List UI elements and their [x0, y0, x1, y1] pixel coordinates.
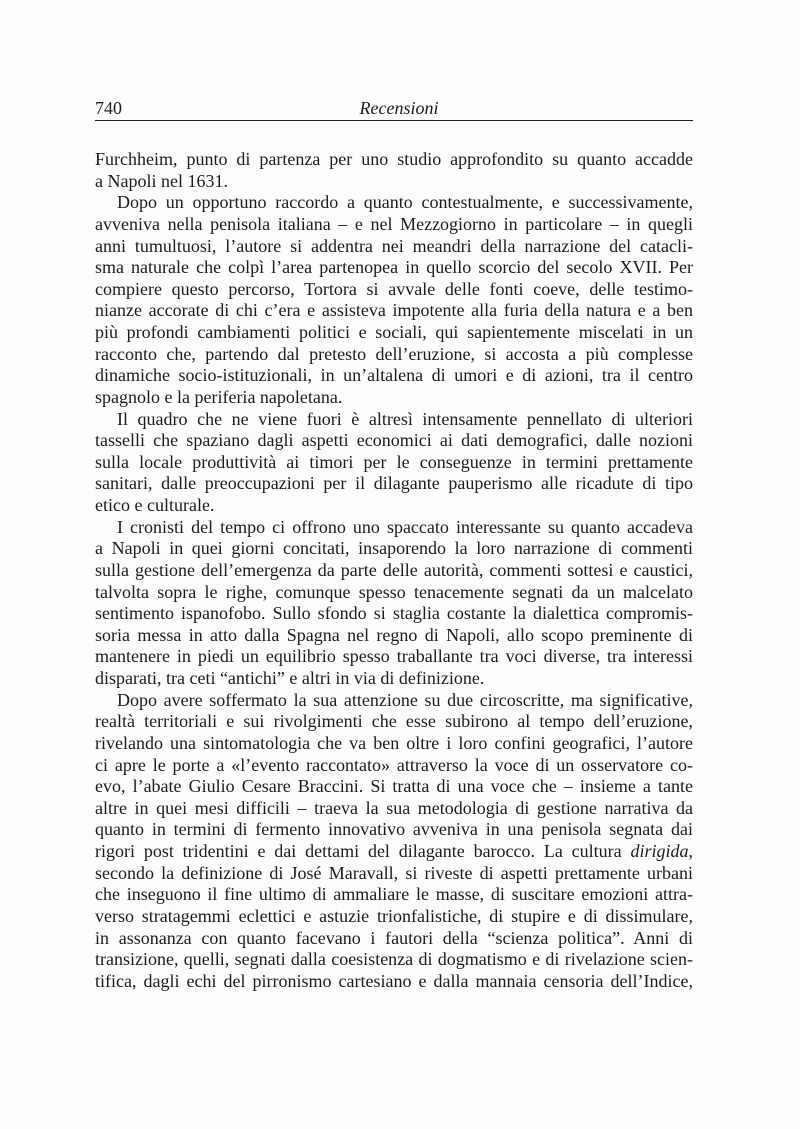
text-line: [95, 300, 693, 322]
line-text: verso stratagemmi eclettici e astuzie trionfalistiche, di stupire e di dissimulare,: [95, 905, 693, 926]
text-line: [95, 279, 693, 301]
line-text: sentimento ispanofobo. Sullo sfondo si staglia costante la dialettica compromis-: [95, 603, 693, 624]
text-segment: rigori post tridentini e dai dettami del dilagante barocco. La cultura: [95, 841, 631, 861]
line-text: nianze accorate di chi c’era e assisteva impotente alla furia della natura e a ben: [95, 300, 693, 321]
paragraph: [95, 409, 693, 517]
line-text: compiere questo percorso, Tortora si avvale delle fonti coeve, delle testimo-: [95, 278, 693, 299]
header-rule: [95, 120, 693, 121]
line-text: secondo la definizione di José Maravall, si riveste di aspetti prettamente urbani: [95, 862, 693, 883]
line-text: transizione, quelli, segnati dalla coesistenza di dogmatismo e di rivelazione scien-: [95, 949, 693, 970]
text-line: [95, 171, 693, 193]
text-line: [95, 776, 693, 798]
text-line: [95, 646, 693, 668]
text-line: [95, 841, 693, 863]
text-line: [95, 430, 693, 452]
line-text: Furchheim, punto di partenza per uno studio approfondito su quanto accadde: [95, 149, 693, 169]
text-line: [95, 711, 693, 733]
text-line: [95, 236, 693, 258]
line-text: etico e culturale.: [95, 495, 215, 515]
text-line: [95, 473, 693, 495]
line-text: che inseguono il fine ultimo di ammaliare le masse, di suscitare emozioni attra-: [95, 884, 693, 905]
text-line: [95, 387, 693, 409]
body-text: [95, 149, 693, 992]
text-line: [95, 538, 693, 560]
line-text: a Napoli in quei giorni concitati, insaporendo la loro narrazione di commenti: [95, 538, 693, 559]
text-line: [95, 668, 693, 690]
line-text: altre in quei mesi difficili – traeva la sua metodologia di gestione narrativa da: [95, 797, 693, 818]
line-text: disparati, tra ceti “antichi” e altri in via di definizione.: [95, 668, 485, 688]
paragraph: [95, 149, 693, 192]
line-text: mantenere in piedi un equilibrio spesso traballante tra voci diverse, tra interessi: [95, 646, 693, 667]
text-line: [95, 322, 693, 344]
text-line: [95, 625, 693, 647]
line-text: racconto che, partendo dal pretesto dell’eruzione, si accosta a più complesse: [95, 343, 693, 364]
page-number: 740: [95, 98, 122, 118]
line-text: sulla gestione dell’emergenza da parte delle autorità, commenti sottesi e caustici,: [95, 559, 693, 580]
text-line: [95, 733, 693, 755]
line-text: quanto in termini di fermento innovativo avveniva in una penisola segnata dai: [95, 819, 693, 840]
paragraph: [95, 690, 693, 993]
line-text: avveniva nella penisola italiana – e nel Mezzogiorno in particolare – in quegli: [95, 213, 693, 234]
text-segment: ,: [688, 841, 693, 861]
text-line: [95, 560, 693, 582]
text-line: [95, 949, 693, 971]
line-text: soria messa in atto dalla Spagna nel regno di Napoli, allo scopo preminente di: [95, 624, 693, 645]
line-text: spagnolo e la periferia napoletana.: [95, 386, 343, 407]
text-line: [95, 344, 693, 366]
text-line: [117, 690, 693, 712]
line-text: più profondi cambiamenti politici e sociali, qui sapientemente miscelati in un: [95, 322, 693, 342]
paragraph: [95, 192, 693, 408]
text-line: [95, 755, 693, 777]
line-text: sulla locale produttività ai timori per le conseguenze in termini prettamente: [95, 451, 693, 472]
text-line: [95, 928, 693, 950]
running-header: [95, 98, 693, 118]
text-line: [95, 365, 693, 387]
text-line: [95, 971, 693, 993]
line-text: sanitari, dalle preoccupazioni per il dilagante pauperismo alle ricadute di tipo: [95, 473, 693, 494]
text-line: [95, 906, 693, 928]
line-text: anni tumultuosi, l’autore si addentra nei meandri della narrazione del catacli-: [95, 235, 693, 256]
text-line: [117, 192, 693, 214]
text-line: [95, 149, 693, 171]
line-text: Dopo avere soffermato la sua attenzione su due circoscritte, ma significative,: [117, 689, 693, 710]
line-text: in assonanza con quanto facevano i fautori della “scienza politica”. Anni di: [95, 927, 693, 948]
text-line: [95, 214, 693, 236]
text-line: [117, 409, 693, 431]
line-text: [95, 841, 693, 861]
line-text: Dopo un opportuno raccordo a quanto contestualmente, e successivamente,: [117, 192, 693, 213]
line-text: ci apre le porte a «l’evento raccontato» attraverso la voce di un osservatore co-: [95, 754, 693, 775]
italic-term: dirigida: [630, 841, 689, 861]
line-text: realtà territoriali e sui rivolgimenti che esse subirono al tempo dell’eruzione,: [95, 711, 693, 732]
line-text: tifica, dagli echi del pirronismo cartesiano e dalla mannaia censoria dell’Indice,: [95, 970, 693, 991]
text-line: [95, 819, 693, 841]
line-text: Il quadro che ne viene fuori è altresì intensamente pennellato di ulteriori: [117, 408, 693, 429]
text-line: [95, 603, 693, 625]
running-title: Recensioni: [359, 98, 439, 118]
line-text: sma naturale che colpì l’area partenopea in quello scorcio del secolo XVII. Per: [95, 257, 693, 278]
text-line: [95, 452, 693, 474]
text-line: [95, 495, 693, 517]
text-line: [95, 884, 693, 906]
text-line: [95, 863, 693, 885]
text-line: [95, 582, 693, 604]
line-text: dinamiche socio-istituzionali, in un’altalena di umori e di azioni, tra il centro: [95, 365, 693, 386]
line-text: rivelando una sintomatologia che va ben oltre i loro confini geografici, l’autore: [95, 732, 693, 753]
text-line: [95, 257, 693, 279]
line-text: talvolta sopra le righe, comunque spesso tenacemente segnati da un malcelato: [95, 581, 693, 602]
paragraph: [95, 517, 693, 690]
line-text: evo, l’abate Giulio Cesare Braccini. Si tratta di una voce che – insieme a tante: [95, 776, 693, 797]
text-line: [117, 517, 693, 539]
line-text: tasselli che spaziano dagli aspetti economici ai dati demografici, dalle nozioni: [95, 430, 693, 451]
line-text: a Napoli nel 1631.: [95, 170, 228, 191]
text-line: [95, 798, 693, 820]
line-text: I cronisti del tempo ci offrono uno spaccato interessante su quanto accadeva: [117, 516, 693, 537]
